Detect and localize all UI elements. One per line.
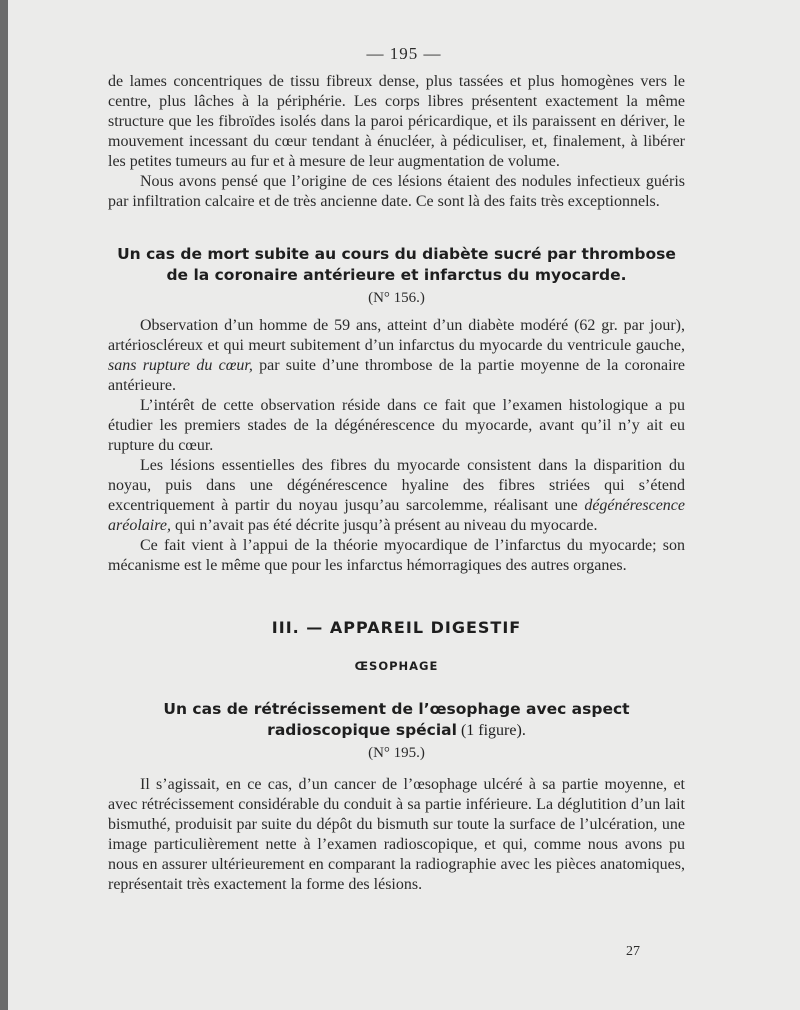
reference-number: (N° 156.) [368, 290, 425, 306]
paragraph: L’intérêt de cette observation réside dans ce fait que l’examen histologique a pu étudier les premiers stades de la dégénérescence du myocarde, avant qu’il n’y ait eu rupture du cœur. [108, 397, 685, 454]
article-title: Un cas de mort subite au cours du diabète sucré par thrombose de la coronaire antérieure et infarctus du myocarde. [117, 245, 676, 284]
reference-number: (N° 195.) [368, 745, 425, 761]
paragraph: Observation d’un homme de 59 ans, atteint d’un diabète modéré (62 gr. par jour), artérioscléreux et qui meurt subitement d’un infarctus du myocarde du ventricule gauche, sans rupture du cœur, par suite d’une thrombose de la partie moyenne de la coronaire antérieure. [108, 317, 685, 394]
paragraph: Il s’agissait, en ce cas, d’un cancer de l’œsophage ulcéré à sa partie moyenne, et avec rétrécissement considérable du conduit à sa partie inférieure. La déglutition d’un lait bismuthé, produisit par suite du dépôt du bismuth sur toute la surface de l’ulcération, une image particulièrement nette à l’examen radioscopique, et qui, comme nous avons pu nous en assurer ultérieurement en comparant la radiographie avec les pièces anatomiques, représentait très exactement la forme des lésions. [108, 776, 685, 893]
paragraph: Ce fait vient à l’appui de la théorie myocardique de l’infarctus du myocarde; son mécanisme est le même que pour les infarctus hémorragiques des autres organes. [108, 537, 685, 574]
paragraph: Les lésions essentielles des fibres du myocarde consistent dans la disparition du noyau, puis dans une dégénérescence hyaline des fibres striées qui s’étend excentriquement à partir du noyau jusqu’au sarcolemme, réalisant une dégénérescence aréolaire, qui n’avait pas été décrite jusqu’à présent au niveau du myocarde. [108, 457, 685, 534]
document-page [8, 0, 800, 1010]
page-content [108, 72, 685, 895]
section-title: III. — APPAREIL DIGESTIF [271, 618, 522, 637]
paragraph: de lames concentriques de tissu fibreux dense, plus tassées et plus homogènes vers le centre, plus lâches à la périphérie. Les corps libres présentent exactement la même structure que les fibroïdes isolés dans la paroi péricardique, et ils paraissent en dériver, le mouvement incessant du cœur tendant à énucléer, à pédiculiser, et, finalement, à libérer les petites tumeurs au fur et à mesure de leur augmentation de volume. [108, 73, 685, 170]
paragraph: Nous avons pensé que l’origine de ces lésions étaient des nodules infectieux guéris par infiltration calcaire et de très ancienne date. Ce sont là des faits très exceptionnels. [108, 173, 685, 210]
footer-page-number: 27 [626, 944, 640, 959]
subsection-title: ŒSOPHAGE [354, 659, 439, 673]
article-title: Un cas de rétrécissement de l’œsophage avec aspect radioscopique spécial (1 figure). [163, 700, 630, 739]
page-number: — 195 — [366, 44, 442, 63]
